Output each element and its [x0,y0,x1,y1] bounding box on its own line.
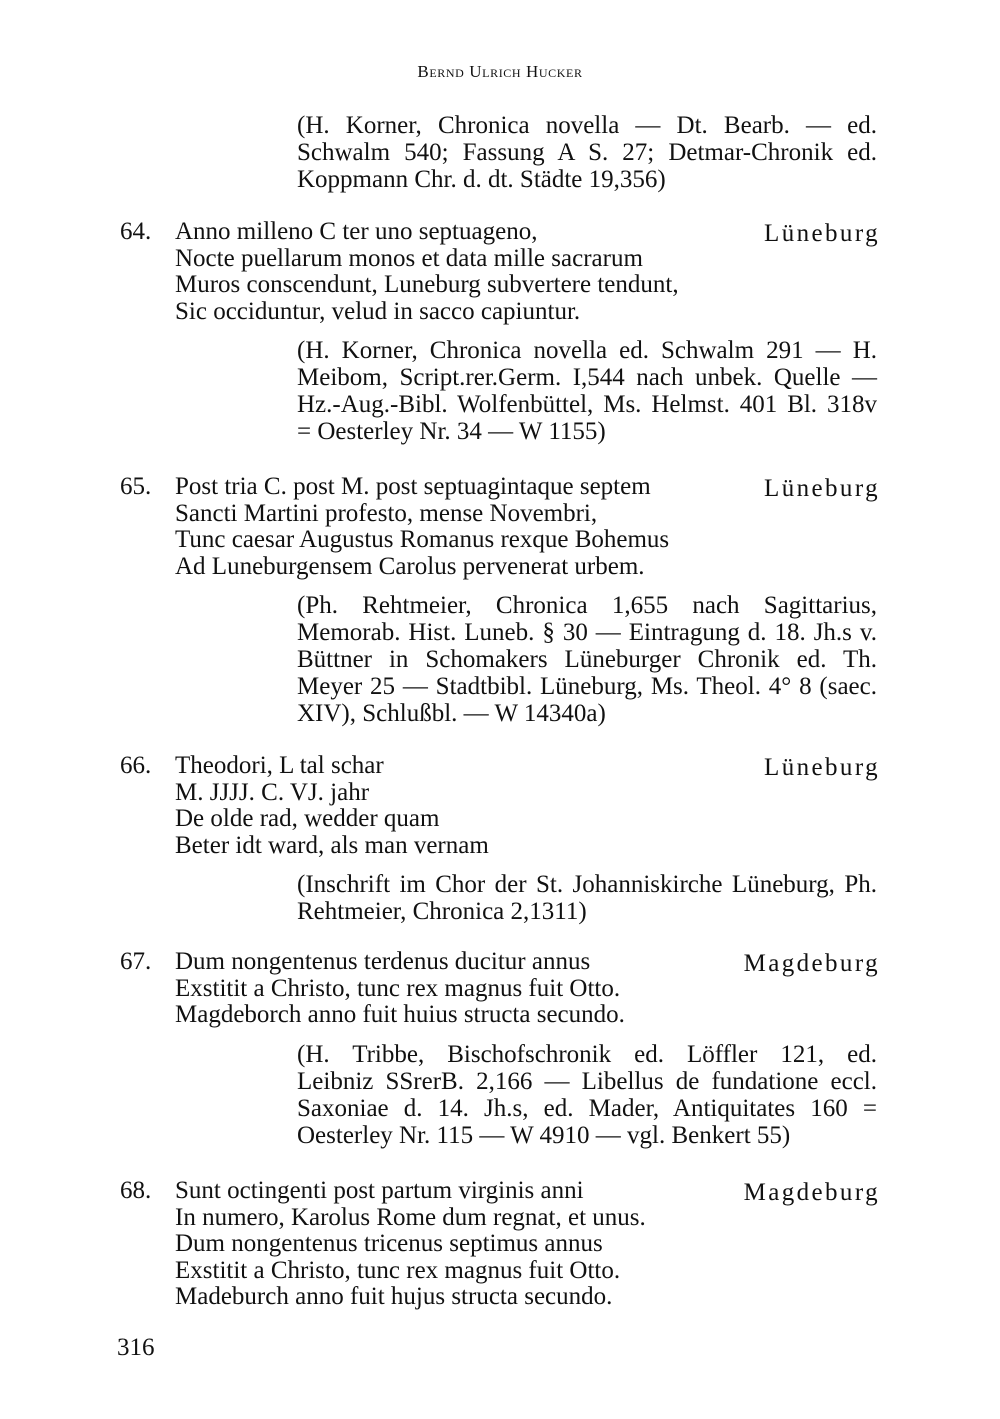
verse-block [175,753,489,859]
verse-line: De olde rad, wedder quam [175,805,440,832]
verse-line: Sic occiduntur, velud in sacco capiuntur. [175,297,581,325]
citation-line: (H. Korner, Chronica novella — Dt. Bearb. — ed. [297,112,877,139]
citation-line: = Oesterley Nr. 34 — W 1155) [297,418,606,445]
verse-line: Sunt octingenti post partum virginis anni [175,1177,584,1204]
verse-block [175,219,679,325]
verse-line: Dum nongentenus tricenus septimus annus [175,1230,603,1257]
citation-line: Meyer 25 — Stadtbibl. Lüneburg, Ms. Theol. 4° 8 (saec. [297,673,877,700]
verse-line: Sancti Martini profesto, mense Novembri, [175,499,598,527]
entry-number: 64. [120,218,152,245]
citation-66 [297,871,877,925]
verse-line: Muros conscendunt, Luneburg subvertere tendunt, [175,271,679,298]
place-name: Lüneburg [764,220,880,247]
entry-number: 66. [120,752,152,779]
citation-64 [297,337,877,445]
citation-line: Saxoniae d. 14. Jh.s, ed. Mader, Antiquitates 160 = [297,1095,877,1122]
verse-line: Dum nongentenus terdenus ducitur annus [175,948,591,975]
verse-line: M. JJJJ. C. VJ. jahr [175,778,370,806]
verse-line: Ad Luneburgensem Carolus pervenerat urbem. [175,552,645,580]
verse-line: Exstitit a Christo, tunc rex magnus fuit Otto. [175,1256,621,1284]
verse-line: Tunc caesar Augustus Romanus rexque Bohemus [175,526,670,553]
citation-line: (H. Tribbe, Bischofschronik ed. Löffler 121, ed. [297,1041,877,1068]
citation-line: Oesterley Nr. 115 — W 4910 — vgl. Benkert 55) [297,1122,791,1149]
place-name: Lüneburg [764,754,880,781]
verse-line: Anno milleno C ter uno septuageno, [175,218,538,245]
page-number: 316 [117,1334,155,1361]
verse-line: Beter idt ward, als man vernam [175,831,489,859]
place-name: Magdeburg [743,1179,880,1206]
verse-line: Theodori, L tal schar [175,752,384,779]
running-title: Bernd Ulrich Hucker [417,62,583,81]
citation-line: Büttner in Schomakers Lüneburger Chronik ed. Th. [297,646,877,673]
citation-line: Rehtmeier, Chronica 2,1311) [297,898,587,925]
verse-line: Nocte puellarum monos et data mille sacrarum [175,244,643,272]
citation-line: Leibniz SSrerB. 2,166 — Libellus de fundatione eccl. [297,1068,877,1095]
citation-line: XIV), Schlußbl. — W 14340a) [297,700,606,727]
verse-block [175,949,625,1029]
entry-number: 65. [120,473,152,500]
citation-65 [297,592,877,727]
place-name: Magdeburg [743,950,880,977]
verse-line: In numero, Karolus Rome dum regnat, et unus. [175,1203,646,1231]
verse-line: Exstitit a Christo, tunc rex magnus fuit Otto. [175,974,621,1002]
verse-block [175,474,669,580]
running-header [0,62,1000,82]
verse-line: Madeburch anno fuit hujus structa secundo. [175,1283,613,1310]
top-citation [297,112,877,193]
citation-line: Koppmann Chr. d. dt. Städte 19,356) [297,166,666,193]
citation-line: Meibom, Script.rer.Germ. I,544 nach unbek. Quelle — [297,364,877,391]
entry-number: 68. [120,1177,152,1204]
verse-line: Magdeborch anno fuit huius structa secundo. [175,1001,625,1028]
citation-line: (Ph. Rehtmeier, Chronica 1,655 nach Sagittarius, [297,592,877,619]
verse-block [175,1178,646,1311]
citation-line: (Inschrift im Chor der St. Johanniskirche Lüneburg, Ph. [297,871,877,898]
citation-67 [297,1041,877,1149]
citation-line: (H. Korner, Chronica novella ed. Schwalm 291 — H. [297,337,877,364]
entry-number: 67. [120,948,152,975]
citation-line: Hz.-Aug.-Bibl. Wolfenbüttel, Ms. Helmst. 401 Bl. 318v [297,391,877,418]
place-name: Lüneburg [764,475,880,502]
verse-line: Post tria C. post M. post septuagintaque septem [175,473,651,500]
citation-line: Memorab. Hist. Luneb. § 30 — Eintragung d. 18. Jh.s v. [297,619,877,646]
citation-line: Schwalm 540; Fassung A S. 27; Detmar-Chronik ed. [297,139,877,166]
